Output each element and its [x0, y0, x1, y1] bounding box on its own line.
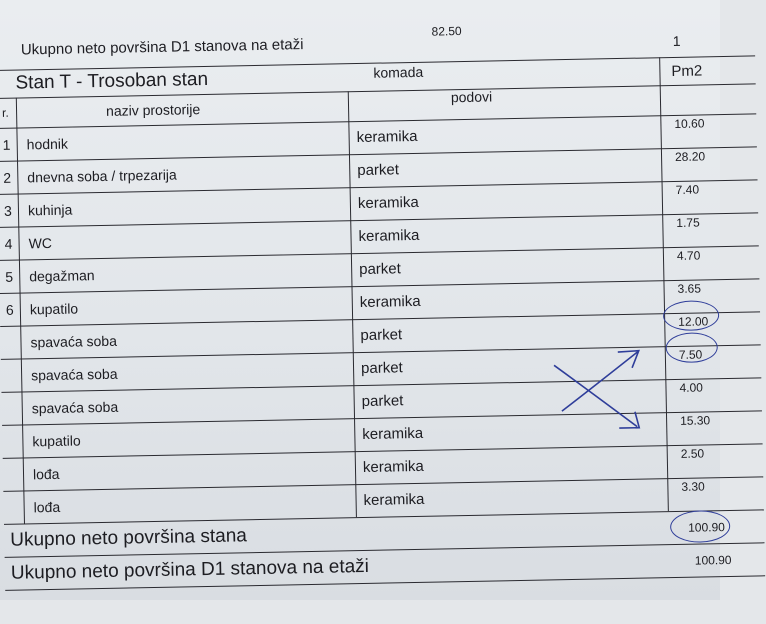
total-stan-label: Ukupno neto površina stana [10, 524, 248, 551]
floor-type: keramika [362, 424, 424, 444]
row-number: 3 [3, 202, 12, 219]
komada-label: komada [373, 63, 424, 81]
floor-type: parket [359, 260, 402, 279]
room-area: 7.50 [678, 347, 703, 362]
room-area: 12.00 [678, 314, 709, 329]
column-header-room: naziv prostorije [105, 101, 201, 119]
floor-type: keramika [363, 490, 425, 509]
room-area: 2.50 [680, 446, 705, 461]
room-area: 4.00 [679, 380, 703, 395]
room-name: WC [28, 234, 53, 251]
floor-type: keramika [359, 292, 421, 312]
floor-type: parket [360, 326, 403, 345]
header-title: Ukupno neto površina D1 stanova na etaži [20, 35, 304, 58]
row-number [7, 359, 8, 392]
page-number: 1 [672, 32, 681, 49]
total-etaza-label: Ukupno neto površina D1 stanova na etaži [10, 555, 370, 584]
floor-type: parket [360, 359, 403, 378]
floor-type: parket [357, 161, 400, 180]
room-area: 10.60 [674, 116, 705, 131]
room-name: spavaća soba [31, 398, 119, 416]
room-name: spavaća soba [30, 365, 118, 383]
row-number: 1 [2, 136, 11, 153]
room-name: spavaća soba [30, 332, 118, 350]
row-number: 5 [5, 268, 14, 285]
room-area: 3.30 [681, 479, 705, 494]
room-name: dnevna soba / trpezarija [27, 166, 177, 185]
row-number: 6 [5, 301, 14, 318]
column-header-floor: podovi [450, 88, 493, 106]
floor-type: parket [361, 392, 404, 411]
row-number [9, 458, 10, 491]
room-area: 3.65 [677, 281, 702, 296]
room-name: lođa [33, 498, 61, 515]
row-number [8, 425, 9, 458]
room-area: 7.40 [675, 182, 700, 197]
row-number [9, 491, 10, 524]
handwritten-arrows [546, 341, 658, 443]
floor-type: keramika [356, 127, 418, 147]
apartment-name: Stan T - Trosoban stan [15, 68, 209, 94]
row-number: 2 [3, 169, 12, 186]
row-number: 4 [4, 235, 13, 252]
room-name: kupatilo [29, 299, 79, 317]
floor-type: keramika [362, 457, 424, 477]
room-area: 28.20 [674, 149, 706, 164]
floor-type: keramika [358, 226, 420, 246]
room-name: lođa [32, 465, 60, 482]
room-area: 4.70 [676, 248, 701, 263]
room-name: degažman [29, 266, 95, 284]
row-number [6, 326, 7, 359]
column-header-nr: r. [1, 105, 9, 120]
room-name: kupatilo [32, 431, 81, 449]
room-area: 1.75 [676, 215, 700, 230]
total-etaza-value: 100.90 [694, 552, 732, 568]
total-stan-value: 100.90 [688, 519, 726, 535]
row-number [7, 392, 8, 425]
header-title-value: 82.50 [431, 24, 462, 39]
floor-type: keramika [357, 193, 419, 213]
room-name: hodnik [26, 135, 69, 152]
unit-label: Pm2 [671, 61, 703, 80]
room-area: 15.30 [679, 413, 711, 428]
room-name: kuhinja [27, 201, 73, 218]
